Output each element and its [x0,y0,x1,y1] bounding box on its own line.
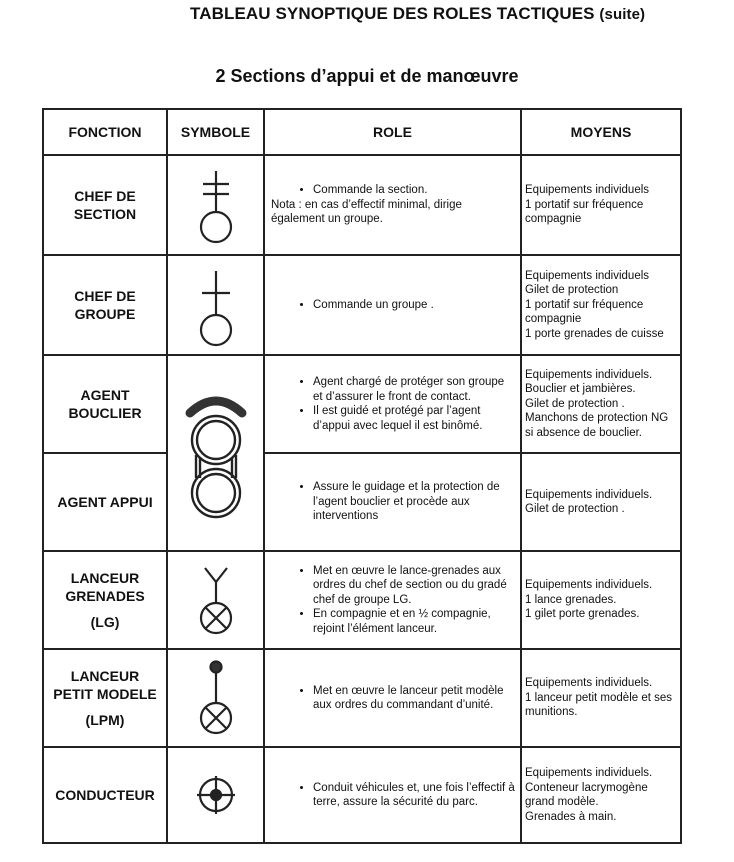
role-bullet: • Agent chargé de protéger son groupe et d’assurer le front de contact. [313,375,516,404]
table-row [43,649,681,747]
role-cell [264,355,521,453]
role-cell [264,255,521,355]
fonction-cell: AGENT APPUI [43,453,167,551]
role-bullet: • En compagnie et en ½ compagnie, rejoint l’élément lanceur. [313,607,516,636]
symbole-cell [167,747,264,843]
conducteur-symbol-icon [186,765,246,825]
agent-bouclier-appui-symbol-icon [176,383,256,523]
moyens-cell: Equipements individuels. Bouclier et jambières. Gilet de protection . Manchons de protection NG si absence de bouclier. [521,355,681,453]
role-cell [264,649,521,747]
table-row [43,551,681,649]
table-row [43,255,681,355]
table-row [43,453,681,551]
role-bullet: • Commande un groupe . [313,298,516,313]
role-cell [264,453,521,551]
title-suffix: (suite) [599,6,646,23]
symbole-cell [167,551,264,649]
moyens-cell: Equipements individuels. 1 lanceur petit modèle et ses munitions. [521,649,681,747]
header-role: ROLE [264,109,521,155]
role-cell [264,747,521,843]
table-row [43,355,681,453]
moyens-cell: Equipements individuels. Conteneur lacrymogène grand modèle. Grenades à main. [521,747,681,843]
symbole-cell [167,155,264,255]
header-fonction: FONCTION [43,109,167,155]
role-bullet: • Commande la section. [313,183,516,198]
table-header-row [43,109,681,155]
fonction-cell: CHEF DE GROUPE [43,255,167,355]
moyens-cell: Equipements individuels. 1 lance grenades. 1 gilet porte grenades. [521,551,681,649]
moyens-cell: Equipements individuels Gilet de protection 1 portatif sur fréquence compagnie 1 porte grenades de cuisse [521,255,681,355]
table-row [43,155,681,255]
fonction-cell: LANCEUR PETIT MODELE (LPM) [43,649,167,747]
table-row [43,747,681,843]
header-moyens: MOYENS [521,109,681,155]
lanceur-petit-modele-symbol-icon [186,656,246,740]
role-bullet: • Met en œuvre le lanceur petit modèle aux ordres du commandant d’unité. [313,684,516,713]
fonction-cell: LANCEUR GRENADES (LG) [43,551,167,649]
role-cell [264,551,521,649]
fonction-cell: AGENT BOUCLIER [43,355,167,453]
lanceur-grenades-symbol-icon [186,560,246,640]
fonction-cell: CHEF DE SECTION [43,155,167,255]
roles-table [42,108,682,844]
role-cell [264,155,521,255]
role-note: Nota : en cas d’effectif minimal, dirige également un groupe. [271,198,462,226]
fonction-cell: CONDUCTEUR [43,747,167,843]
moyens-cell: Equipements individuels 1 portatif sur fréquence compagnie [521,155,681,255]
role-bullet: • Conduit véhicules et, une fois l’effectif à terre, assure la sécurité du parc. [313,781,516,810]
role-bullet: • Assure le guidage et la protection de l’agent bouclier et procède aux interventions [313,480,516,524]
symbole-cell [167,649,264,747]
page-title: TABLEAU SYNOPTIQUE DES ROLES TACTIQUES (suite) [190,4,646,23]
symbole-cell [167,255,264,355]
section-subtitle: 2 Sections d’appui et de manœuvre [215,66,519,86]
symbole-cell [167,355,264,551]
chef-groupe-symbol-icon [186,263,246,347]
role-bullet: • Il est guidé et protégé par l’agent d’appui avec lequel il est binômé. [313,404,516,433]
moyens-cell: Equipements individuels. Gilet de protection . [521,453,681,551]
role-bullet: • Met en œuvre le lance-grenades aux ordres du chef de section ou du gradé chef de groupe LG. [313,564,516,608]
header-symbole: SYMBOLE [167,109,264,155]
chef-section-symbol-icon [186,165,246,245]
